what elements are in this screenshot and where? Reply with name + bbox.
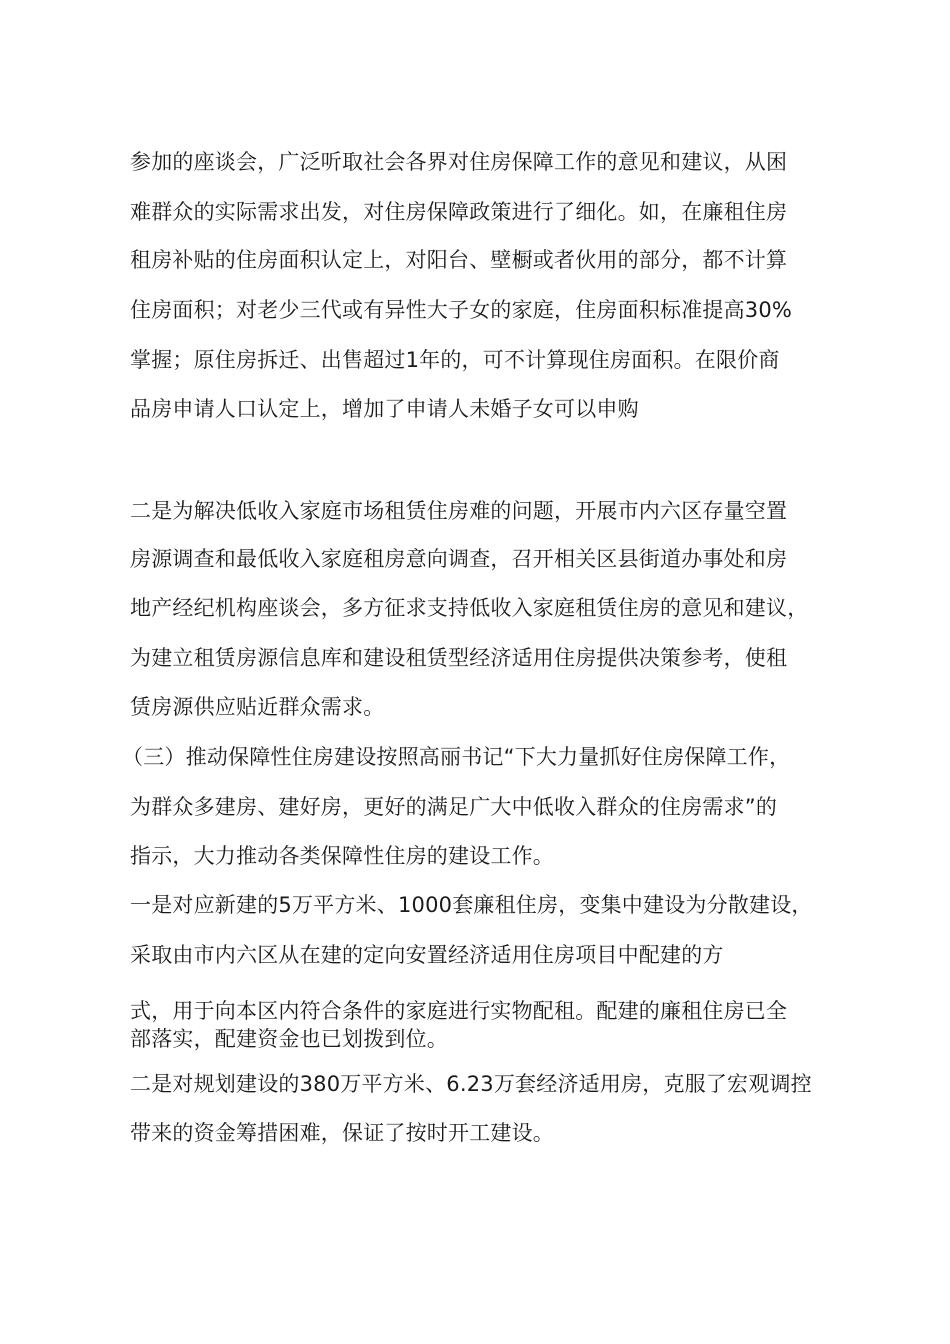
paragraph-line: 为建立租赁房源信息库和建设租赁型经济适用住房提供决策参考，使租 bbox=[130, 646, 788, 670]
paragraph-line: 租房补贴的住房面积认定上，对阳台、壁橱或者伙用的部分，都不计算 bbox=[130, 248, 788, 272]
paragraph-line: 二是为解决低收入家庭市场租赁住房难的问题，开展市内六区存量空置 bbox=[130, 499, 788, 523]
section-heading-line: （三）推动保障性住房建设按照高丽书记“下大力量抓好住房保障工作， bbox=[122, 745, 791, 769]
paragraph-line: 参加的座谈会，广泛听取社会各界对住房保障工作的意见和建议，从困 bbox=[130, 150, 788, 174]
paragraph-line: 掌握；原住房拆迁、出售超过1年的，可不计算现住房面积。在限价商 bbox=[130, 348, 780, 372]
paragraph-line: 为群众多建房、建好房，更好的满足广大中低收入群众的住房需求”的 bbox=[130, 795, 778, 819]
paragraph-line: 二是对规划建设的380万平方米、6.23万套经济适用房，克服了宏观调控 bbox=[130, 1072, 812, 1096]
paragraph-line: 品房申请人口认定上，增加了申请人未婚子女可以申购 bbox=[130, 397, 639, 421]
paragraph-line: 住房面积；对老少三代或有异性大子女的家庭，住房面积标准提高30% bbox=[130, 298, 793, 322]
paragraph-line: 带来的资金筹措困难，保证了按时开工建设。 bbox=[130, 1121, 554, 1145]
paragraph-line: 指示，大力推动各类保障性住房的建设工作。 bbox=[130, 844, 554, 868]
paragraph-line: 难群众的实际需求出发，对住房保障政策进行了细化。如，在廉租住房 bbox=[130, 200, 788, 224]
paragraph-line: 一是对应新建的5万平方米、1000套廉租住房，变集中建设为分散建设， bbox=[130, 893, 813, 917]
paragraph-line: 式，用于向本区内符合条件的家庭进行实物配租。配建的廉租住房已全 bbox=[130, 999, 788, 1023]
paragraph-line: 部落实，配建资金也已划拨到位。 bbox=[130, 1027, 448, 1051]
paragraph-line: 采取由市内六区从在建的定向安置经济适用住房项目中配建的方 bbox=[130, 943, 724, 967]
paragraph-line: 赁房源供应贴近群众需求。 bbox=[130, 695, 385, 719]
paragraph-line: 房源调查和最低收入家庭租房意向调查，召开相关区县街道办事处和房 bbox=[130, 547, 788, 571]
paragraph-line: 地产经纪机构座谈会，多方征求支持低收入家庭租赁住房的意见和建议， bbox=[130, 596, 809, 620]
